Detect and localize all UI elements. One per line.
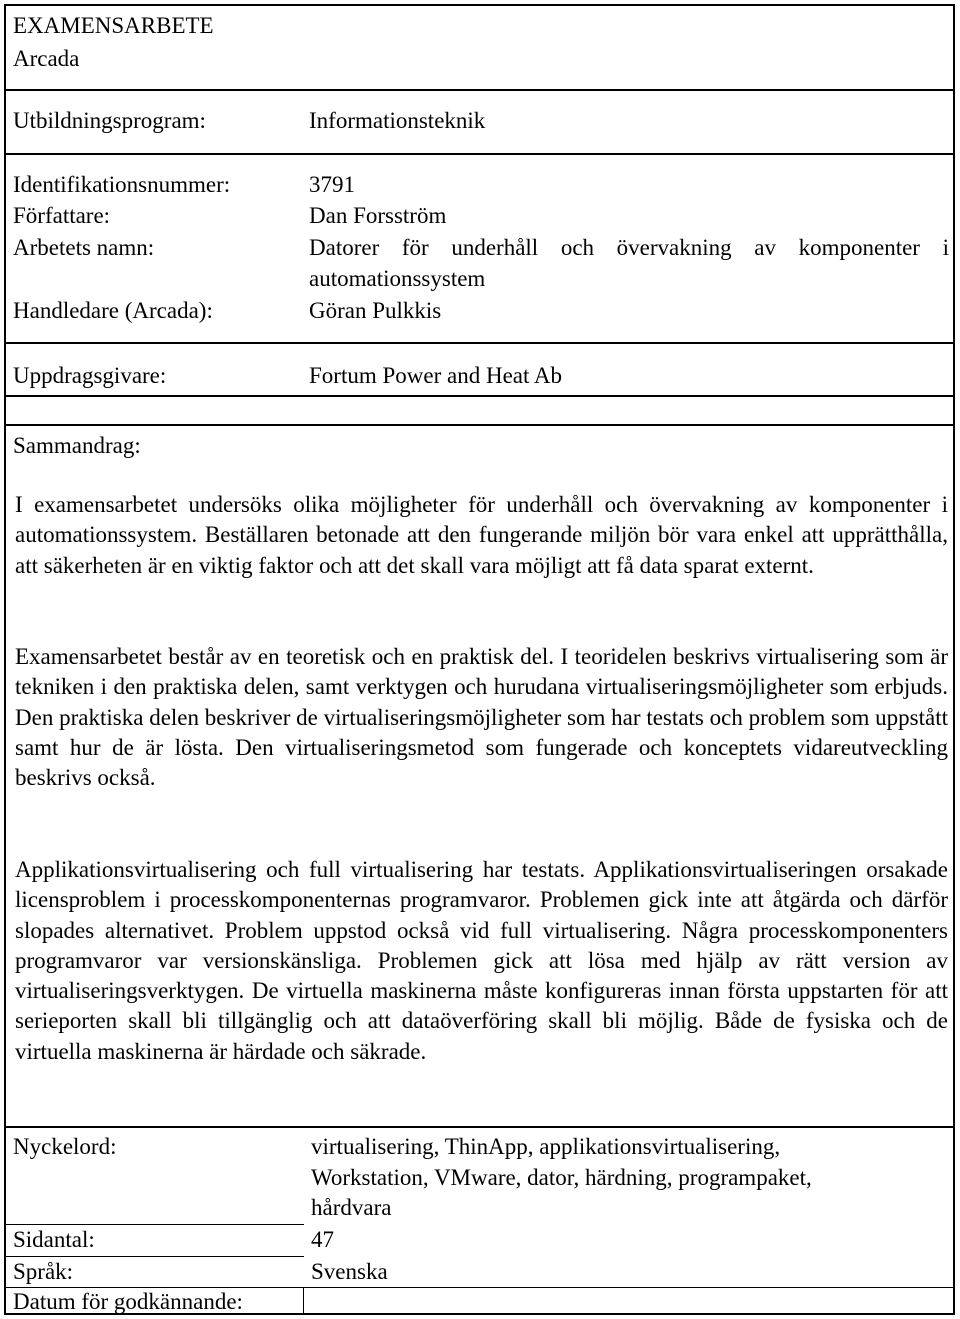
pages-label: Sidantal: [13,1227,95,1252]
divider [6,342,953,344]
supervisor-value: Göran Pulkkis [309,298,442,323]
program-label: Utbildningsprogram: [13,108,206,133]
supervisor-label: Handledare (Arcada): [13,298,213,323]
work-name-label: Arbetets namn: [13,235,155,260]
document-title: EXAMENSARBETE [13,13,214,38]
divider [6,89,953,91]
keywords-label: Nyckelord: [13,1134,117,1159]
abstract-form [4,4,955,1315]
approval-date-label: Datum för godkännande: [13,1289,243,1314]
summary-paragraph-2: Examensarbetet består av en teoretisk och en praktisk del. I teoridelen beskrivs virtualisering som är tekniken i den praktiska delen, samt verktygen och hurudana virtualiseringsmöjligheter som erbjuds. Den praktiska delen beskriver de virtualiseringsmöjligheter som har testats och problem som uppstått samt hur de är lösta. Den virtualiseringsmetod som fungerade och konceptets vidareutveckling beskrivs också. [15,644,948,791]
client-value: Fortum Power and Heat Ab [309,363,562,388]
keywords-line-3: hårdvara [311,1195,392,1220]
column-divider [303,1287,304,1315]
divider [6,424,953,426]
summary-paragraph-3: Applikationsvirtualisering och full virtualisering har testats. Applikationsvirtualiseringen orsakade licensproblem i processkomponenternas programvaror. Problemen gick inte att åtgärda och därför slopades alternativet. Problem uppstod också vid full virtualisering. Några processkomponenters programvaror var versionskänsliga. Problemen gick att lösa med hjälp av rätt version av virtualiseringsverktygen. De virtuella maskinerna måste konfigureras innan första uppstarten för att serieporten skall bli tillgänglig och att dataöverföring skall bli möjlig. Både de fysiska och de virtuella maskinerna är härdade och säkrade. [15,857,948,1064]
language-value: Svenska [311,1259,388,1284]
author-value: Dan Forsström [309,203,447,228]
work-name-value-line2: automationssystem [309,266,486,291]
institution-name: Arcada [13,46,80,71]
language-label: Språk: [13,1259,74,1284]
id-value: 3791 [309,172,355,197]
pages-value: 47 [311,1227,334,1252]
program-value: Informationsteknik [309,108,486,133]
divider [6,1126,953,1128]
id-label: Identifikationsnummer: [13,172,231,197]
keywords-line-2: Workstation, VMware, dator, härdning, programpaket, [311,1165,812,1190]
client-label: Uppdragsgivare: [13,363,167,388]
author-label: Författare: [13,203,111,228]
divider [6,395,953,397]
summary-paragraph-1: I examensarbetet undersöks olika möjligheter för underhåll och övervakning av komponenter i automationssystem. Beställaren betonade att den fungerande miljön bör vara enkel att upprätthålla, att säkerheten är en viktig faktor och att det skall vara möjligt att få data sparat externt. [15,492,948,578]
divider [6,153,953,155]
work-name-value-line1: Datorer för underhåll och övervakning av komponenter i [309,235,949,260]
keywords-line-1: virtualisering, ThinApp, applikationsvirtualisering, [311,1134,781,1159]
summary-label: Sammandrag: [13,433,141,458]
